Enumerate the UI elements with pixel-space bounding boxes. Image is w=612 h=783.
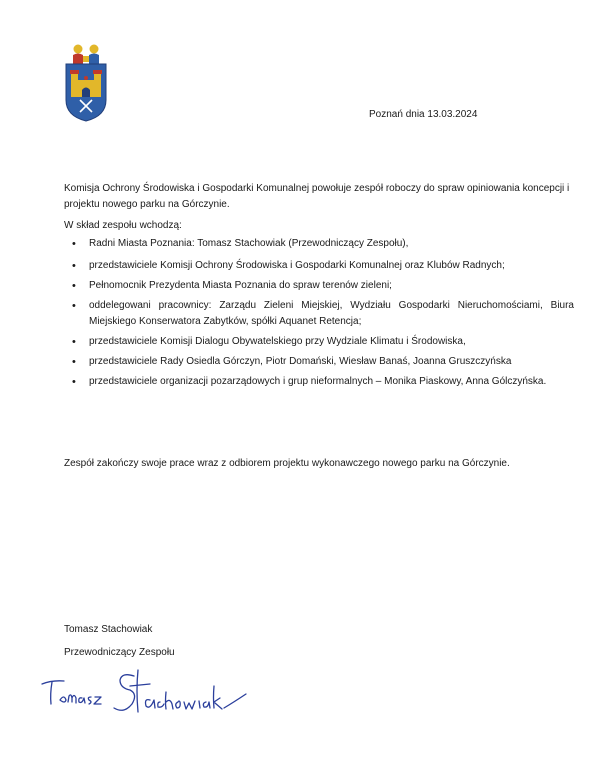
list-item: • przedstawiciele Komisji Dialogu Obywatelskiego przy Wydziale Klimatu i Środowiska, (64, 334, 574, 350)
list-item: • przedstawiciele Rady Osiedla Górczyn, Piotr Domański, Wiesław Banaś, Joanna Gruszczyńska (64, 354, 574, 370)
intro-paragraph: Komisja Ochrony Środowiska i Gospodarki Komunalnej powołuje zespół roboczy do spraw opiniowania koncepcji i projektu nowego parku na Górczynie. (64, 183, 570, 210)
list-item: • Radni Miasta Poznania: Tomasz Stachowiak (Przewodniczący Zespołu), (64, 236, 574, 252)
list-item: • przedstawiciele organizacji pozarządowych i grup nieformalnych – Monika Piaskowy, Anna Gólczyńska. (64, 374, 574, 390)
list-item: • przedstawiciele Komisji Ochrony Środowiska i Gospodarki Komunalnej oraz Klubów Radnych; (64, 258, 574, 274)
list-item: • oddelegowani pracownicy: Zarządu Zieleni Miejskiej, Wydziału Gospodarki Nieruchomościami, Biura Miejskiego Konserwatora Zabytków, spółki Aquanet Retencja; (64, 298, 574, 330)
signatory-role: Przewodniczący Zespołu (64, 647, 175, 658)
poznan-coat-of-arms-icon (65, 42, 107, 122)
members-list (64, 236, 574, 394)
handwritten-signature (38, 662, 248, 724)
signatory-name: Tomasz Stachowiak (64, 624, 153, 635)
closing-paragraph: Zespół zakończy swoje prace wraz z odbiorem projektu wykonawczego nowego parku na Górczynie. (64, 458, 510, 469)
document-date: Poznań dnia 13.03.2024 (369, 109, 478, 120)
list-item: • Pełnomocnik Prezydenta Miasta Poznania do spraw terenów zieleni; (64, 278, 574, 294)
members-heading: W skład zespołu wchodzą: (64, 220, 182, 231)
